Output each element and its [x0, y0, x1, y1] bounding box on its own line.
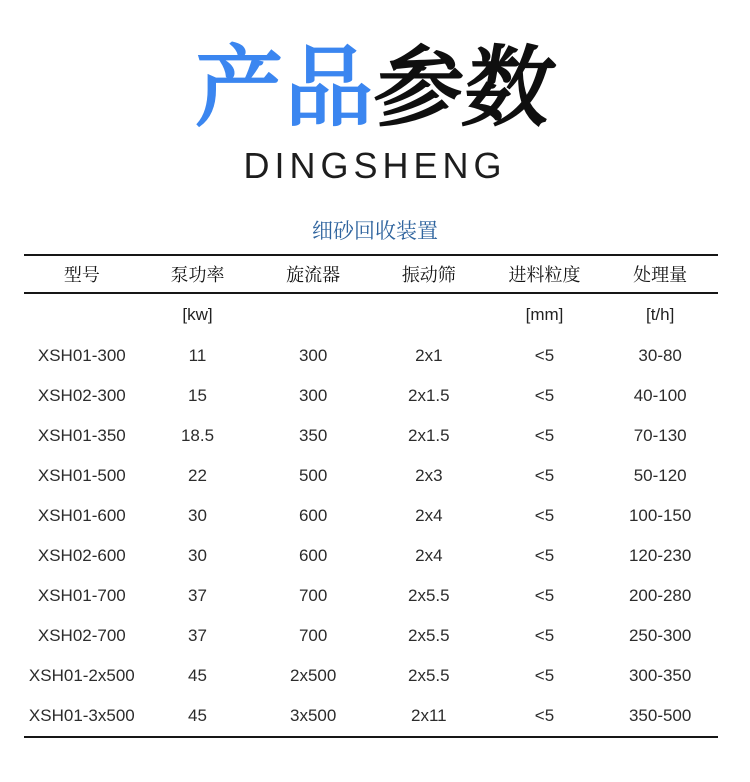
table-row	[24, 336, 718, 376]
column-header: 泵功率	[170, 265, 225, 285]
table-cell: 350	[298, 426, 328, 445]
table-cell: 2x5.5	[408, 666, 450, 685]
model-cell: XSH01-500	[37, 466, 126, 485]
table-cell: 2x1.5	[408, 426, 450, 445]
table-cell: <5	[534, 546, 555, 565]
table-cell: 45	[188, 666, 207, 685]
table-cell: <5	[534, 426, 555, 445]
model-cell: XSH02-600	[37, 546, 126, 565]
table-cell: 2x500	[289, 666, 337, 685]
table-cell: 11	[188, 346, 207, 365]
table-header-row	[24, 254, 718, 294]
table-cell: 600	[298, 506, 328, 525]
table-row	[24, 536, 718, 576]
table-row	[24, 576, 718, 616]
table-row	[24, 376, 718, 416]
spec-table	[24, 254, 718, 738]
model-cell: XSH02-300	[37, 386, 126, 405]
table-cell: <5	[534, 346, 555, 365]
table-cell: <5	[534, 666, 555, 685]
table-row	[24, 616, 718, 656]
table-cell: 700	[298, 586, 328, 605]
table-cell: 37	[188, 586, 207, 605]
column-header: 处理量	[633, 265, 688, 285]
table-cell: 350-500	[628, 706, 692, 725]
column-header: 型号	[63, 265, 100, 285]
table-cell: 250-300	[628, 626, 692, 645]
table-cell: 2x5.5	[408, 626, 450, 645]
table-row	[24, 416, 718, 456]
table-cell: 40-100	[633, 386, 687, 405]
column-header: 旋流器	[286, 265, 341, 285]
logo-text-black: 参数	[366, 38, 564, 137]
table-cell: 45	[188, 706, 207, 725]
unit-label: [mm]	[525, 305, 564, 324]
model-cell: XSH01-3x500	[28, 706, 135, 725]
unit-label: [kw]	[182, 305, 213, 324]
table-row	[24, 496, 718, 536]
table-row	[24, 456, 718, 496]
table-cell: 18.5	[180, 426, 215, 445]
content	[0, 219, 750, 738]
table-title: 细砂回收装置	[312, 220, 438, 243]
table-cell: 3x500	[289, 706, 337, 725]
table-cell: 70-130	[633, 426, 687, 445]
table-cell: 200-280	[628, 586, 692, 605]
table-cell: <5	[534, 386, 555, 405]
table-cell: 30	[188, 546, 207, 565]
table-cell: <5	[534, 706, 555, 725]
table-cell: 2x4	[415, 506, 443, 525]
table-cell: 2x1	[415, 346, 443, 365]
table-body	[24, 336, 718, 736]
table-cell: <5	[534, 506, 555, 525]
table-cell: 22	[188, 466, 207, 485]
table-cell: <5	[534, 466, 555, 485]
table-cell: 2x5.5	[408, 586, 450, 605]
table-cell: 2x11	[411, 706, 447, 725]
model-cell: XSH01-350	[37, 426, 126, 445]
logo	[0, 38, 750, 137]
table-cell: <5	[534, 626, 555, 645]
table-cell: 300	[298, 346, 328, 365]
column-header: 进料粒度	[508, 265, 581, 285]
table-cell: 50-120	[633, 466, 687, 485]
table-units-row	[24, 294, 718, 336]
table-row	[24, 656, 718, 696]
table-cell: 700	[298, 626, 328, 645]
model-cell: XSH01-2x500	[28, 666, 135, 685]
table-cell: <5	[534, 586, 555, 605]
table-cell: 300-350	[628, 666, 692, 685]
table-cell: 2x4	[415, 546, 443, 565]
table-cell: 2x3	[415, 466, 443, 485]
model-cell: XSH01-700	[37, 586, 126, 605]
model-cell: XSH01-300	[37, 346, 126, 365]
column-header: 振动筛	[401, 265, 456, 285]
table-cell: 300	[298, 386, 328, 405]
table-cell: 100-150	[628, 506, 692, 525]
table-cell: 30	[188, 506, 207, 525]
table-cell: 37	[188, 626, 207, 645]
table-cell: 500	[298, 466, 328, 485]
table-cell: 600	[298, 546, 328, 565]
logo-text-blue: 产品	[194, 38, 375, 137]
table-cell: 15	[188, 386, 207, 405]
model-cell: XSH02-700	[37, 626, 126, 645]
table-cell: 30-80	[638, 346, 682, 365]
model-cell: XSH01-600	[37, 506, 126, 525]
logo-header	[0, 0, 750, 186]
brand-name: DINGSHENG	[243, 145, 507, 186]
table-cell: 2x1.5	[408, 386, 450, 405]
unit-label: [t/h]	[645, 305, 675, 324]
table-row	[24, 696, 718, 736]
table-cell: 120-230	[628, 546, 692, 565]
